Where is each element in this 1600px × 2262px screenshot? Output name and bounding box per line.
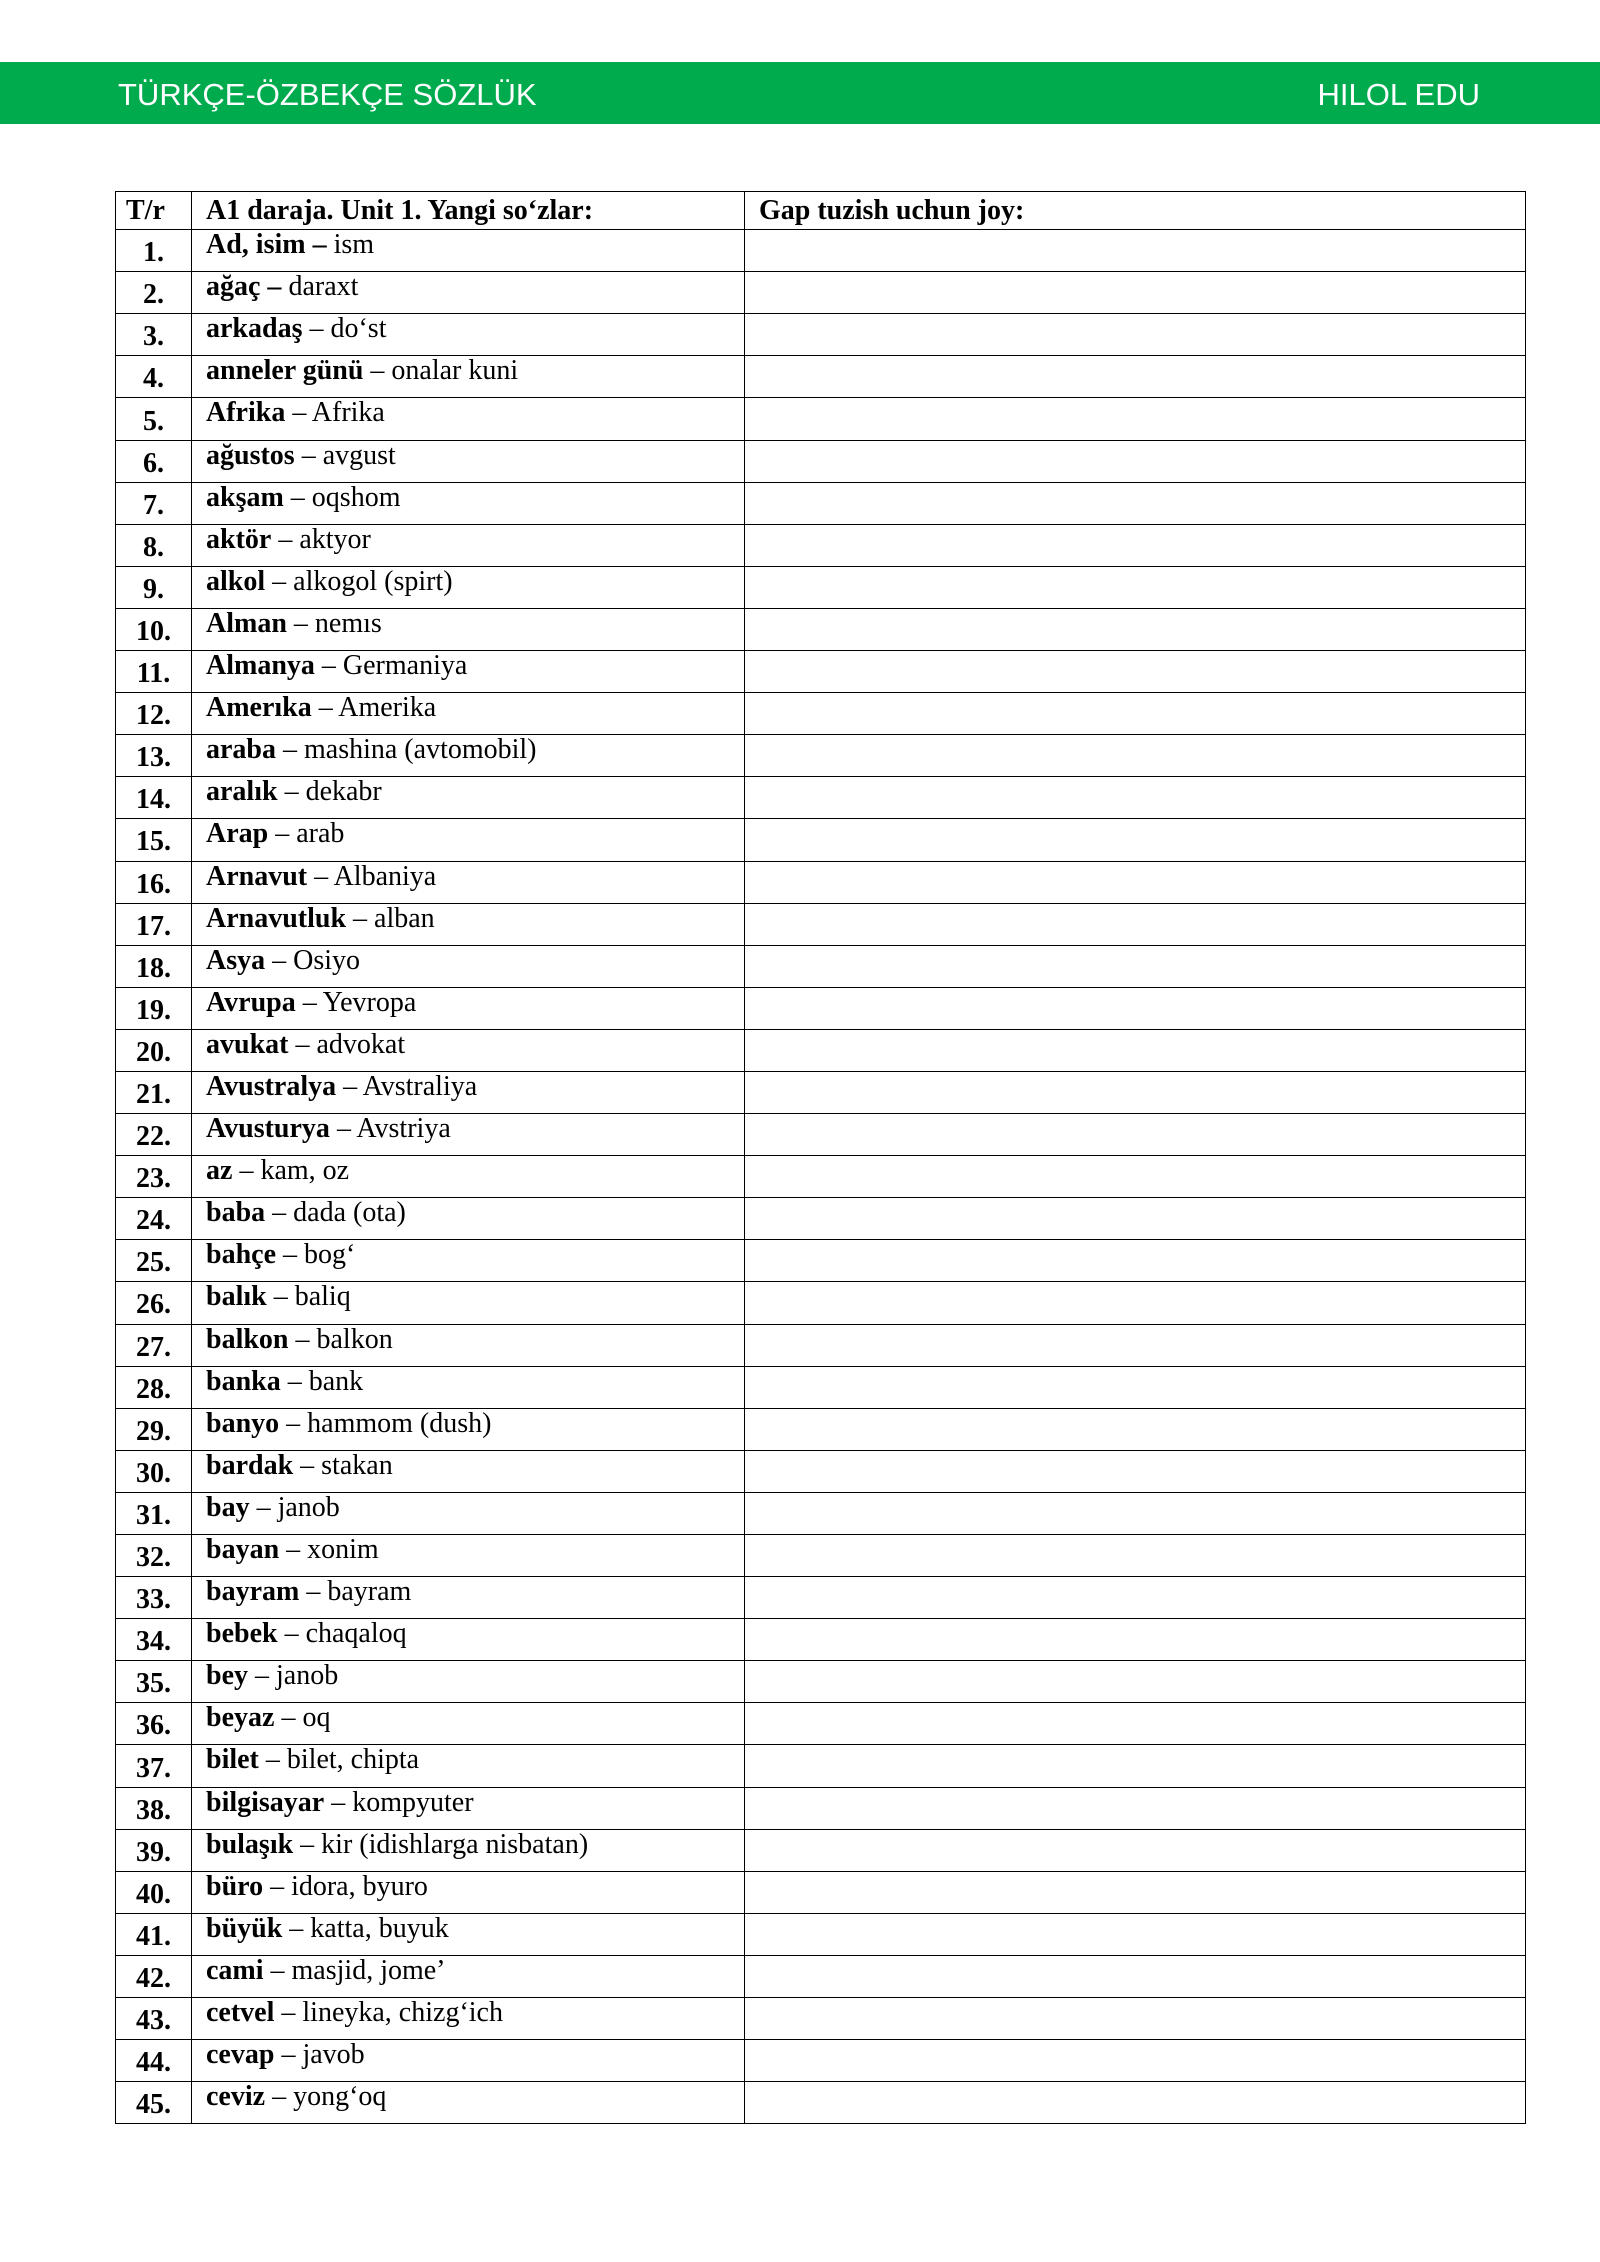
turkish-word: banyo bbox=[206, 1408, 280, 1439]
turkish-word: büyük bbox=[206, 1913, 283, 1944]
sentence-writing-space[interactable] bbox=[745, 1871, 1526, 1913]
turkish-word: ceviz bbox=[206, 2081, 266, 2113]
row-number: 19. bbox=[116, 987, 192, 1029]
uzbek-translation: – aktyor bbox=[271, 524, 371, 555]
sentence-writing-space[interactable] bbox=[745, 1955, 1526, 1997]
table-header-row bbox=[116, 192, 1526, 230]
sentence-writing-space[interactable] bbox=[745, 693, 1526, 735]
vocabulary-entry bbox=[192, 693, 745, 735]
row-number: 35. bbox=[116, 1661, 192, 1703]
uzbek-translation: – janob bbox=[249, 1492, 340, 1523]
turkish-word: ağaç – bbox=[206, 271, 282, 303]
vocabulary-entry bbox=[192, 1661, 745, 1703]
vocabulary-entry bbox=[192, 1871, 745, 1913]
sentence-writing-space[interactable] bbox=[745, 903, 1526, 945]
sentence-writing-space[interactable] bbox=[745, 1492, 1526, 1534]
turkish-word: cevap bbox=[206, 2039, 275, 2071]
vocabulary-entry bbox=[192, 2040, 745, 2082]
sentence-writing-space[interactable] bbox=[745, 1998, 1526, 2040]
uzbek-translation: – bilet, chipta bbox=[258, 1744, 420, 1776]
sentence-writing-space[interactable] bbox=[745, 1240, 1526, 1282]
uzbek-translation: – Avstraliya bbox=[336, 1071, 478, 1102]
row-number: 1. bbox=[116, 230, 192, 272]
header-band bbox=[0, 62, 1600, 124]
uzbek-translation: – Avstriya bbox=[329, 1113, 451, 1145]
uzbek-translation: – advokat bbox=[288, 1029, 406, 1060]
row-number: 42. bbox=[116, 1955, 192, 1997]
turkish-word: bayram bbox=[206, 1576, 300, 1608]
turkish-word: ağustos bbox=[206, 440, 295, 471]
turkish-word: az bbox=[206, 1155, 233, 1187]
vocabulary-entry bbox=[192, 566, 745, 608]
vocabulary-entry bbox=[192, 1114, 745, 1156]
vocabulary-entry bbox=[192, 1282, 745, 1324]
turkish-word: bayan bbox=[206, 1534, 280, 1565]
table-row bbox=[116, 1492, 1526, 1534]
turkish-word: bahçe bbox=[206, 1239, 276, 1271]
turkish-word: beyaz bbox=[206, 1702, 275, 1734]
sentence-writing-space[interactable] bbox=[745, 987, 1526, 1029]
vocabulary-entry bbox=[192, 524, 745, 566]
row-number: 3. bbox=[116, 314, 192, 356]
vocabulary-entry bbox=[192, 861, 745, 903]
sentence-writing-space[interactable] bbox=[745, 651, 1526, 693]
sentence-writing-space[interactable] bbox=[745, 1913, 1526, 1955]
row-number: 29. bbox=[116, 1408, 192, 1450]
vocabulary-table-body bbox=[116, 230, 1526, 2124]
row-number: 14. bbox=[116, 777, 192, 819]
uzbek-translation: – kam, oz bbox=[232, 1155, 350, 1187]
vocabulary-entry bbox=[192, 1955, 745, 1997]
vocabulary-entry bbox=[192, 1535, 745, 1577]
sentence-writing-space[interactable] bbox=[745, 1787, 1526, 1829]
uzbek-translation: – nemıs bbox=[286, 608, 382, 639]
table-row bbox=[116, 1787, 1526, 1829]
row-number: 10. bbox=[116, 608, 192, 650]
uzbek-translation: – xonim bbox=[279, 1534, 379, 1565]
row-number: 17. bbox=[116, 903, 192, 945]
sentence-writing-space[interactable] bbox=[745, 398, 1526, 440]
table-row bbox=[116, 2082, 1526, 2124]
row-number: 18. bbox=[116, 945, 192, 987]
row-number: 12. bbox=[116, 693, 192, 735]
vocabulary-entry bbox=[192, 230, 745, 272]
turkish-word: bardak bbox=[206, 1450, 294, 1481]
uzbek-translation: ism bbox=[326, 229, 375, 261]
vocabulary-entry bbox=[192, 1324, 745, 1366]
table-row bbox=[116, 482, 1526, 524]
sentence-writing-space[interactable] bbox=[745, 1450, 1526, 1492]
turkish-word: büro bbox=[206, 1871, 264, 1902]
vocabulary-entry bbox=[192, 440, 745, 482]
table-row bbox=[116, 1240, 1526, 1282]
turkish-word: bay bbox=[206, 1492, 250, 1523]
uzbek-translation: – Albaniya bbox=[307, 861, 437, 892]
sentence-writing-space[interactable] bbox=[745, 1745, 1526, 1787]
table-row bbox=[116, 1913, 1526, 1955]
table-row bbox=[116, 903, 1526, 945]
table-row bbox=[116, 1535, 1526, 1577]
sentence-writing-space[interactable] bbox=[745, 945, 1526, 987]
uzbek-translation: – alkogol (spirt) bbox=[265, 566, 453, 597]
row-number: 36. bbox=[116, 1703, 192, 1745]
sentence-writing-space[interactable] bbox=[745, 524, 1526, 566]
sentence-writing-space[interactable] bbox=[745, 1829, 1526, 1871]
turkish-word: cetvel bbox=[206, 1997, 275, 2029]
row-number: 33. bbox=[116, 1577, 192, 1619]
uzbek-translation: – bog‘ bbox=[276, 1239, 356, 1271]
row-number: 23. bbox=[116, 1156, 192, 1198]
column-header-words: A1 daraja. Unit 1. Yangi so‘zlar: bbox=[192, 192, 745, 230]
turkish-word: aralık bbox=[206, 776, 278, 808]
table-row bbox=[116, 1450, 1526, 1492]
turkish-word: Arnavut bbox=[206, 861, 308, 892]
table-row bbox=[116, 1198, 1526, 1240]
sentence-writing-space[interactable] bbox=[745, 1071, 1526, 1113]
vocabulary-entry bbox=[192, 1408, 745, 1450]
turkish-word: bilgisayar bbox=[206, 1787, 325, 1818]
uzbek-translation: daraxt bbox=[281, 271, 359, 303]
table-row bbox=[116, 1661, 1526, 1703]
sentence-writing-space[interactable] bbox=[745, 566, 1526, 608]
vocabulary-entry bbox=[192, 777, 745, 819]
vocabulary-entry bbox=[192, 945, 745, 987]
sentence-writing-space[interactable] bbox=[745, 1156, 1526, 1198]
vocabulary-entry bbox=[192, 608, 745, 650]
vocabulary-entry bbox=[192, 1829, 745, 1871]
sentence-writing-space[interactable] bbox=[745, 1114, 1526, 1156]
vocabulary-entry bbox=[192, 1366, 745, 1408]
uzbek-translation: – janob bbox=[248, 1660, 339, 1692]
table-row bbox=[116, 1998, 1526, 2040]
vocabulary-entry bbox=[192, 1745, 745, 1787]
uzbek-translation: – avgust bbox=[294, 440, 396, 471]
row-number: 22. bbox=[116, 1114, 192, 1156]
sentence-writing-space[interactable] bbox=[745, 1535, 1526, 1577]
turkish-word: balkon bbox=[206, 1324, 289, 1355]
vocabulary-entry bbox=[192, 1577, 745, 1619]
turkish-word: arkadaş bbox=[206, 313, 303, 345]
table-row bbox=[116, 1282, 1526, 1324]
vocabulary-entry bbox=[192, 398, 745, 440]
table-row bbox=[116, 1619, 1526, 1661]
sentence-writing-space[interactable] bbox=[745, 1282, 1526, 1324]
uzbek-translation: – hammom (dush) bbox=[279, 1408, 492, 1439]
table-row bbox=[116, 314, 1526, 356]
table-row bbox=[116, 272, 1526, 314]
table-row bbox=[116, 1577, 1526, 1619]
table-row bbox=[116, 735, 1526, 777]
uzbek-translation: – kir (idishlarga nisbatan) bbox=[293, 1829, 589, 1860]
column-header-sentence-space: Gap tuzish uchun joy: bbox=[745, 192, 1526, 230]
vocabulary-entry bbox=[192, 1029, 745, 1071]
row-number: 30. bbox=[116, 1450, 192, 1492]
uzbek-translation: – Germaniya bbox=[314, 650, 468, 682]
vocabulary-entry bbox=[192, 1787, 745, 1829]
uzbek-translation: – Amerika bbox=[311, 692, 437, 724]
row-number: 37. bbox=[116, 1745, 192, 1787]
row-number: 38. bbox=[116, 1787, 192, 1829]
row-number: 40. bbox=[116, 1871, 192, 1913]
sentence-writing-space[interactable] bbox=[745, 1366, 1526, 1408]
vocabulary-entry bbox=[192, 1198, 745, 1240]
table-row bbox=[116, 608, 1526, 650]
row-number: 13. bbox=[116, 735, 192, 777]
table-row bbox=[116, 651, 1526, 693]
vocabulary-entry bbox=[192, 1492, 745, 1534]
row-number: 2. bbox=[116, 272, 192, 314]
uzbek-translation: – baliq bbox=[266, 1281, 351, 1313]
table-row bbox=[116, 356, 1526, 398]
sentence-writing-space[interactable] bbox=[745, 230, 1526, 272]
turkish-word: Avusturya bbox=[206, 1113, 330, 1145]
table-row bbox=[116, 1955, 1526, 1997]
table-row bbox=[116, 1745, 1526, 1787]
turkish-word: Alman bbox=[206, 608, 287, 639]
turkish-word: akşam bbox=[206, 482, 284, 513]
table-row bbox=[116, 945, 1526, 987]
vocabulary-table bbox=[115, 191, 1526, 2124]
row-number: 4. bbox=[116, 356, 192, 398]
vocabulary-entry bbox=[192, 1913, 745, 1955]
vocabulary-entry bbox=[192, 819, 745, 861]
sentence-writing-space[interactable] bbox=[745, 1661, 1526, 1703]
row-number: 20. bbox=[116, 1029, 192, 1071]
vocabulary-entry bbox=[192, 272, 745, 314]
row-number: 16. bbox=[116, 861, 192, 903]
vocabulary-entry bbox=[192, 2082, 745, 2124]
row-number: 25. bbox=[116, 1240, 192, 1282]
uzbek-translation: – oqshom bbox=[283, 482, 401, 513]
table-row bbox=[116, 230, 1526, 272]
document-title: TÜRKÇE-ÖZBEKÇE SÖZLÜK bbox=[118, 77, 537, 112]
table-row bbox=[116, 819, 1526, 861]
turkish-word: Ad, isim – bbox=[206, 229, 327, 261]
vocabulary-entry bbox=[192, 314, 745, 356]
sentence-writing-space[interactable] bbox=[745, 2082, 1526, 2124]
table-row bbox=[116, 693, 1526, 735]
uzbek-translation: – onalar kuni bbox=[363, 355, 519, 387]
turkish-word: avukat bbox=[206, 1029, 289, 1060]
sentence-writing-space[interactable] bbox=[745, 861, 1526, 903]
table-row bbox=[116, 440, 1526, 482]
vocabulary-entry bbox=[192, 356, 745, 398]
turkish-word: Amerıka bbox=[206, 692, 312, 724]
vocabulary-entry bbox=[192, 1619, 745, 1661]
table-row bbox=[116, 1071, 1526, 1113]
table-row bbox=[116, 777, 1526, 819]
row-number: 6. bbox=[116, 440, 192, 482]
uzbek-translation: – do‘st bbox=[302, 313, 387, 345]
row-number: 28. bbox=[116, 1366, 192, 1408]
turkish-word: bey bbox=[206, 1660, 248, 1692]
table-row bbox=[116, 1408, 1526, 1450]
uzbek-translation: – bayram bbox=[299, 1576, 412, 1608]
row-number: 43. bbox=[116, 1998, 192, 2040]
row-number: 27. bbox=[116, 1324, 192, 1366]
sentence-writing-space[interactable] bbox=[745, 482, 1526, 524]
table-row bbox=[116, 524, 1526, 566]
turkish-word: bulaşık bbox=[206, 1829, 294, 1860]
row-number: 41. bbox=[116, 1913, 192, 1955]
table-row bbox=[116, 1366, 1526, 1408]
turkish-word: Avustralya bbox=[206, 1071, 337, 1102]
sentence-writing-space[interactable] bbox=[745, 819, 1526, 861]
vocabulary-entry bbox=[192, 735, 745, 777]
uzbek-translation: – Osiyo bbox=[265, 945, 361, 976]
vocabulary-entry bbox=[192, 651, 745, 693]
table-row bbox=[116, 566, 1526, 608]
turkish-word: Almanya bbox=[206, 650, 315, 682]
sentence-writing-space[interactable] bbox=[745, 1619, 1526, 1661]
row-number: 15. bbox=[116, 819, 192, 861]
uzbek-translation: – mashina (avtomobil) bbox=[276, 734, 537, 766]
table-row bbox=[116, 1324, 1526, 1366]
row-number: 32. bbox=[116, 1535, 192, 1577]
table-row bbox=[116, 1156, 1526, 1198]
row-number: 7. bbox=[116, 482, 192, 524]
row-number: 34. bbox=[116, 1619, 192, 1661]
uzbek-translation: – dada (ota) bbox=[265, 1197, 406, 1229]
row-number: 44. bbox=[116, 2040, 192, 2082]
sentence-writing-space[interactable] bbox=[745, 440, 1526, 482]
turkish-word: Afrika bbox=[206, 397, 286, 429]
row-number: 24. bbox=[116, 1198, 192, 1240]
turkish-word: balık bbox=[206, 1281, 267, 1313]
uzbek-translation: – masjid, jome’ bbox=[263, 1955, 446, 1986]
table-row bbox=[116, 987, 1526, 1029]
turkish-word: baba bbox=[206, 1197, 266, 1229]
row-number: 8. bbox=[116, 524, 192, 566]
uzbek-translation: – kompyuter bbox=[324, 1787, 474, 1818]
uzbek-translation: – idora, byuro bbox=[263, 1871, 428, 1902]
row-number: 21. bbox=[116, 1071, 192, 1113]
uzbek-translation: – yong‘oq bbox=[265, 2081, 387, 2113]
uzbek-translation: – arab bbox=[268, 818, 345, 850]
sentence-writing-space[interactable] bbox=[745, 2040, 1526, 2082]
vocabulary-entry bbox=[192, 987, 745, 1029]
uzbek-translation: – chaqaloq bbox=[277, 1618, 407, 1650]
sentence-writing-space[interactable] bbox=[745, 1703, 1526, 1745]
row-number: 45. bbox=[116, 2082, 192, 2124]
turkish-word: anneler günü bbox=[206, 355, 364, 387]
vocabulary-entry bbox=[192, 1240, 745, 1282]
vocabulary-entry bbox=[192, 903, 745, 945]
vocabulary-entry bbox=[192, 1450, 745, 1492]
sentence-writing-space[interactable] bbox=[745, 1198, 1526, 1240]
uzbek-translation: – Yevropa bbox=[295, 987, 417, 1018]
turkish-word: bebek bbox=[206, 1618, 278, 1650]
uzbek-translation: – Afrika bbox=[285, 397, 385, 429]
uzbek-translation: – javob bbox=[274, 2039, 365, 2071]
row-number: 31. bbox=[116, 1492, 192, 1534]
sentence-writing-space[interactable] bbox=[745, 1408, 1526, 1450]
turkish-word: cami bbox=[206, 1955, 264, 1986]
row-number: 9. bbox=[116, 566, 192, 608]
sentence-writing-space[interactable] bbox=[745, 272, 1526, 314]
row-number: 5. bbox=[116, 398, 192, 440]
vocabulary-entry bbox=[192, 1156, 745, 1198]
sentence-writing-space[interactable] bbox=[745, 1029, 1526, 1071]
column-header-number: T/r bbox=[116, 192, 192, 230]
sentence-writing-space[interactable] bbox=[745, 608, 1526, 650]
turkish-word: alkol bbox=[206, 566, 266, 597]
uzbek-translation: – balkon bbox=[288, 1324, 393, 1355]
uzbek-translation: – lineyka, chizg‘ich bbox=[274, 1997, 503, 2029]
table-row bbox=[116, 2040, 1526, 2082]
table-row bbox=[116, 1114, 1526, 1156]
table-row bbox=[116, 1029, 1526, 1071]
brand-name: HILOL EDU bbox=[1317, 77, 1480, 112]
turkish-word: aktör bbox=[206, 524, 272, 555]
sentence-writing-space[interactable] bbox=[745, 356, 1526, 398]
uzbek-translation: – bank bbox=[280, 1366, 364, 1397]
uzbek-translation: – katta, buyuk bbox=[282, 1913, 449, 1944]
sentence-writing-space[interactable] bbox=[745, 777, 1526, 819]
table-row bbox=[116, 398, 1526, 440]
uzbek-translation: – oq bbox=[274, 1702, 331, 1734]
sentence-writing-space[interactable] bbox=[745, 314, 1526, 356]
turkish-word: Avrupa bbox=[206, 987, 296, 1018]
vocabulary-entry bbox=[192, 1998, 745, 2040]
table-row bbox=[116, 1829, 1526, 1871]
turkish-word: banka bbox=[206, 1366, 281, 1397]
table-row bbox=[116, 1871, 1526, 1913]
vocabulary-entry bbox=[192, 1703, 745, 1745]
sentence-writing-space[interactable] bbox=[745, 735, 1526, 777]
uzbek-translation: – alban bbox=[346, 903, 435, 934]
sentence-writing-space[interactable] bbox=[745, 1577, 1526, 1619]
turkish-word: araba bbox=[206, 734, 276, 766]
turkish-word: bilet bbox=[206, 1744, 259, 1776]
row-number: 26. bbox=[116, 1282, 192, 1324]
row-number: 11. bbox=[116, 651, 192, 693]
turkish-word: Asya bbox=[206, 945, 266, 976]
row-number: 39. bbox=[116, 1829, 192, 1871]
table-row bbox=[116, 1703, 1526, 1745]
vocabulary-entry bbox=[192, 482, 745, 524]
uzbek-translation: – stakan bbox=[293, 1450, 393, 1481]
turkish-word: Arap bbox=[206, 818, 269, 850]
vocabulary-entry bbox=[192, 1071, 745, 1113]
uzbek-translation: – dekabr bbox=[277, 776, 382, 808]
sentence-writing-space[interactable] bbox=[745, 1324, 1526, 1366]
turkish-word: Arnavutluk bbox=[206, 903, 347, 934]
table-row bbox=[116, 861, 1526, 903]
